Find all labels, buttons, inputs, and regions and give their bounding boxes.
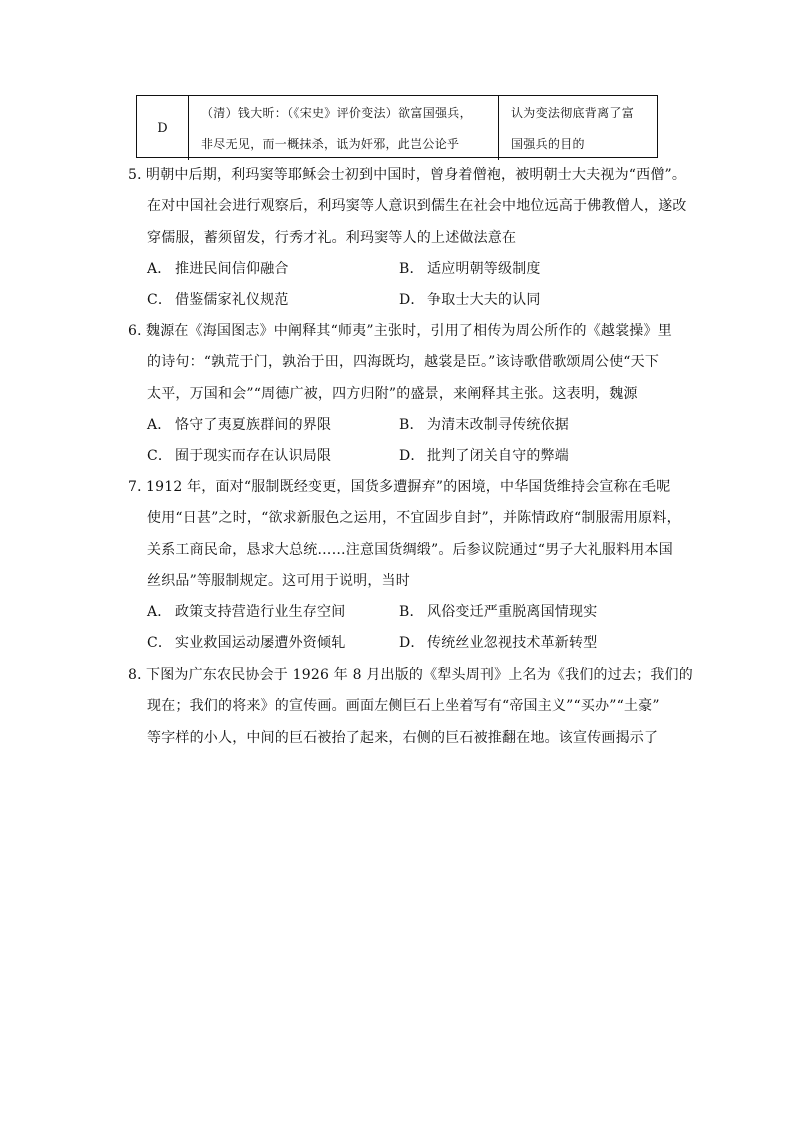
option-d[interactable]: D． 批判了闭关自守的弊端 (399, 448, 569, 465)
stem-line: 太平，万国和会”“周德广被，四方归附”的盛景，来阐释其主张。这表明，魏源 (147, 385, 638, 402)
question-6 (128, 316, 688, 472)
option-c[interactable]: C． 借鉴儒家礼仪规范 (147, 292, 289, 309)
question-number: 6． (128, 323, 152, 339)
stem-line: 的诗句：“孰荒于门，孰治于田，四海既均，越裳是臣。”该诗歌借歌颂周公使“天下 (147, 354, 660, 371)
stem-line: 5．明朝中后期，利玛窦等耶稣会士初到中国时，曾身着僧袍，被明朝士大夫视为“西僧”。 (128, 160, 688, 191)
option-a[interactable]: A． 政策支持营造行业生存空间 (147, 604, 346, 621)
question-8 (128, 660, 693, 754)
question-5 (128, 160, 688, 316)
question-stem (128, 472, 688, 597)
stem-line: 等字样的小人，中间的巨石被抬了起来，右侧的巨石被推翻在地。该宣传画揭示了 (147, 729, 659, 746)
question-stem (128, 316, 688, 410)
stem-line: 6．魏源在《海国图志》中阐释其“师夷”主张时，引用了相传为周公所作的《越裳操》里 (128, 316, 688, 347)
stem-line: 在对中国社会进行观察后，利玛窦等人意识到儒生在社会中地位远高于佛教僧人，遂改 (147, 198, 687, 215)
option-b[interactable]: B． 为清末改制寻传统依据 (399, 416, 569, 433)
stem-line: 丝织品”等服制规定。这可用于说明，当时 (147, 572, 410, 589)
option-c[interactable]: C． 实业救国运动屡遭外资倾轧 (147, 635, 346, 652)
table-view-line: 认为变法彻底背离了富 (511, 106, 635, 120)
table-row-label: D (137, 96, 189, 160)
stem-line: 7．1912 年，面对“服制既经变更，国货多遭摒弃”的困境，中华国货维持会宣称在毛呢 (128, 472, 688, 503)
options-list (128, 254, 688, 317)
stem-line: 关系工商民命，恳求大总统……注意国货绸缎”。后参议院通过“男子大礼服料用本国 (147, 541, 673, 558)
answer-table-row-d (136, 95, 658, 158)
table-view-line: 国强兵的目的 (511, 137, 585, 151)
table-view-cell (499, 96, 657, 160)
table-source-line: （清）钱大昕：（《宋史》评价变法）欲富国强兵， (201, 106, 472, 120)
option-c[interactable]: C． 囿于现实而存在认识局限 (147, 448, 332, 465)
option-d[interactable]: D． 传统丝业忽视技术革新转型 (399, 635, 598, 652)
question-number: 5． (128, 167, 152, 183)
table-source-line: 非尽无见，而一概抹杀，诋为奸邪，此岂公论乎 (201, 137, 460, 151)
option-b[interactable]: B． 适应明朝等级制度 (399, 260, 541, 277)
question-stem (128, 160, 688, 254)
options-list (128, 597, 688, 660)
stem-line: 8．下图为广东农民协会于 1926 年 8 月出版的《犁头周刊》上名为《我们的过去；我们的 (128, 660, 688, 691)
stem-line: 使用“日甚”之时，“欲求新服色之运用，不宜固步自封”，并陈情政府“制服需用原料， (147, 510, 681, 527)
option-a[interactable]: A． 推进民间信仰融合 (147, 260, 289, 277)
question-stem (128, 660, 693, 754)
option-b[interactable]: B． 风俗变迁严重脱离国情现实 (399, 604, 598, 621)
question-7 (128, 472, 688, 660)
stem-line: 穿儒服，蓄须留发，行秀才礼。利玛窦等人的上述做法意在 (147, 229, 517, 246)
options-list (128, 410, 688, 473)
option-d[interactable]: D． 争取士大夫的认同 (399, 292, 541, 309)
question-number: 7． (128, 479, 152, 495)
table-source-cell (189, 96, 499, 160)
option-a[interactable]: A． 恪守了夷夏族群间的界限 (147, 416, 332, 433)
question-number: 8． (128, 667, 152, 683)
stem-line: 现在；我们的将来》的宣传画。画面左侧巨石上坐着写有“帝国主义”“买办”“土豪” (147, 698, 660, 715)
